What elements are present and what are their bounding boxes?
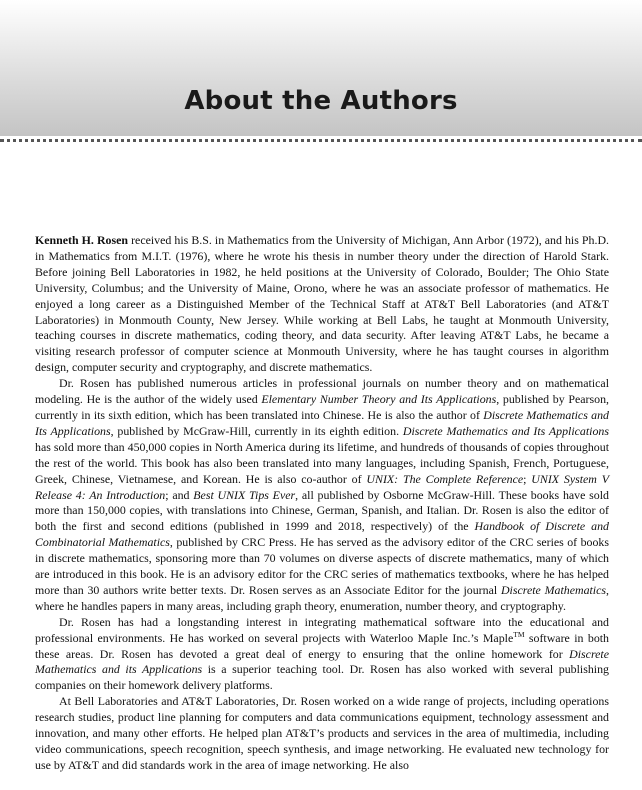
trademark-mark: TM — [513, 629, 525, 639]
journal-title: Discrete Mathematics — [500, 582, 607, 597]
bio-text: , published by CRC Press. He has served as the advisory editor of the CRC series of books in discrete mathematics, sponsoring more than 70 volumes on diverse aspects of discrete mathematics, many of which are introduced in this book. He is an advisory editor for the CRC series of mathematics textbooks, where he has helped more than 30 authors write better texts. Dr. Rosen serves as an Associate Editor for the journal — [35, 535, 609, 597]
bio-text: , published by Pearson, currently in its sixth edition, which has been translated into Chinese. He is also the author of — [35, 392, 609, 422]
bio-paragraph-4 — [35, 694, 609, 774]
author-name: Kenneth H. Rosen — [35, 233, 129, 247]
bio-text: software in both these areas. Dr. Rosen has devoted a great deal of energy to ensuring that the online homework for — [35, 630, 610, 661]
bio-text: received his B.S. in Mathematics from the University of Michigan, Ann Arbor (1972), and his Ph.D. in Mathematics from M.I.T. (1976), where he wrote his thesis in number theory under the direction of Harold Stark. Before joining Bell Laboratories in 1982, he held positions at the University of Colorado, Boulder; The Ohio State University, Columbus; and the University of Maine, Orono, where he was an associate professor of mathematics. He enjoyed a long career as a Distinguished Member of the Technical Staff at AT&T Bell Laboratories (and AT&T Laboratories) in Monmouth County, New Jersey. While working at Bell Labs, he taught at Monmouth University, teaching courses in discrete mathematics, coding theory, and data security. After leaving AT&T Labs, he became a visiting research professor of computer science at Monmouth University, where he has taught courses in algorithm design, computer security and cryptography, and discrete mathematics. — [35, 233, 610, 375]
book-title: Elementary Number Theory and Its Applications — [261, 392, 497, 407]
bio-text: At Bell Laboratories and AT&T Laboratories, Dr. Rosen worked on a wide range of projects, including operations research studies, product line planning for computers and data communications equipment, technology assessment and innovation, and many other efforts. He helped plan AT&T’s products and services in the area of multimedia, including video communications, speech recognition, speech synthesis, and image networking. He evaluated new technology for use by AT&T and did standards work in the area of image networking. He also — [35, 694, 609, 772]
bio-text: ; and — [165, 487, 194, 502]
bio-text: ; — [523, 471, 532, 486]
author-bio — [35, 233, 609, 774]
book-title: UNIX: The Complete Reference — [366, 471, 524, 486]
bio-paragraph-2 — [35, 376, 609, 615]
bio-text: , where he handles papers in many areas, including graph theory, enumeration, number theory, and cryptography. — [35, 582, 610, 613]
page-title: About the Authors — [184, 86, 458, 116]
bio-paragraph-1 — [35, 233, 609, 376]
bio-paragraph-3 — [35, 615, 609, 695]
bio-text: is a superior teaching tool. Dr. Rosen has also worked with several publishing companies on their homework delivery platforms. — [35, 662, 609, 693]
book-title: Best UNIX Tips Ever — [193, 487, 296, 502]
bio-text: Dr. Rosen has had a longstanding interest in integrating mathematical software into the educational and professional environments. He has worked on several projects with Waterloo Maple Inc.’s Maple — [35, 614, 609, 645]
book-title: Discrete Mathematics and its Applications — [35, 646, 609, 677]
dotted-divider — [0, 139, 642, 142]
bio-text: , all published by Osborne McGraw-Hill. These books have sold more than 150,000 copies, with translations into Chinese, German, Spanish, and Italian. Dr. Rosen is also the editor of both the first and second editions (published in 1999 and 2018, respectively) of the — [35, 487, 609, 534]
bio-text: , published by McGraw-Hill, currently in its eighth edition. — [110, 423, 403, 438]
book-title: UNIX System V Release 4: An Introduction — [35, 471, 609, 502]
bio-text: has sold more than 450,000 copies in North America during its lifetime, and hundreds of thousands of copies throughout the rest of the world. This book has also been translated into many languages, including Spanish, French, Portuguese, Greek, Chinese, Vietnamese, and Korean. He is also co-author of — [35, 439, 609, 486]
book-title: Handbook of Discrete and Combinatorial Mathematics — [35, 519, 609, 550]
bio-text: Dr. Rosen has published numerous articles in professional journals on number theory and on mathematical modeling. He is the author of the widely used — [35, 376, 609, 407]
book-title: Discrete Mathematics and Its Applications — [35, 407, 610, 438]
book-title: Discrete Mathematics and Its Applications — [402, 423, 609, 438]
